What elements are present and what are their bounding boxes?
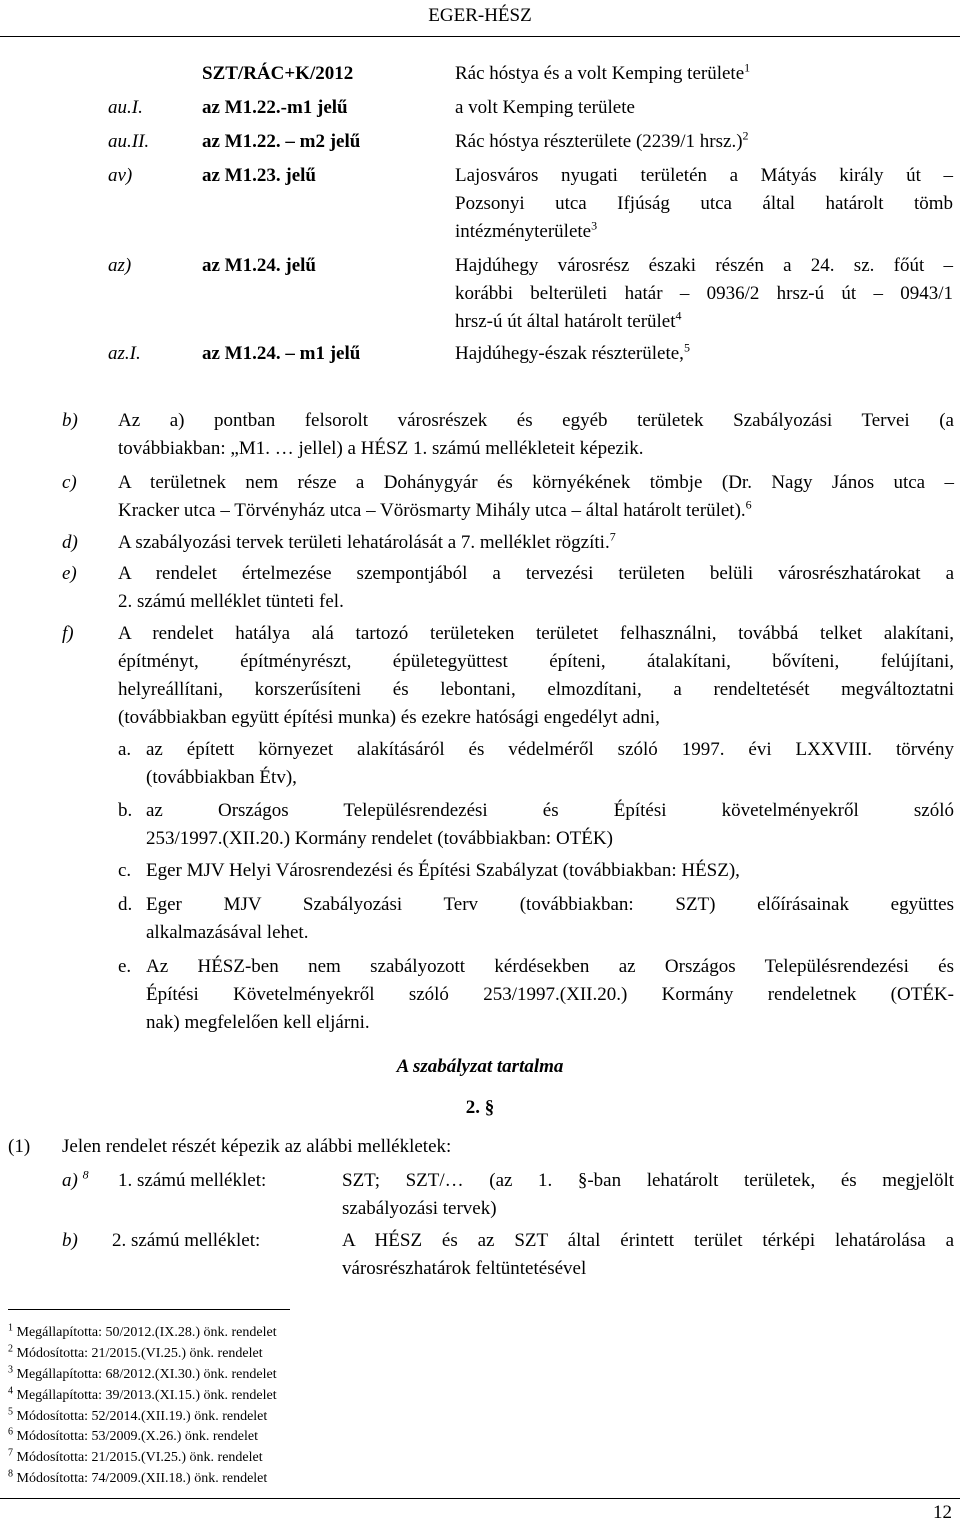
footnote: $^5$ Módosította: 52/2014.(XII.19.) önk. rendelet	[8, 1406, 268, 1424]
running-header: EGER-HÉSZ	[428, 5, 532, 26]
header-rule	[0, 36, 960, 37]
paragraph-f-cont: építményt, építményrészt, épületegyüttest építeni, átalakítani, bővíteni, felújítani, helyreállítani, korszerűsíteni és lebontani, elmozdítani, a rendeltetését megváltoztatni (továbbiakban együtt építési munka) és ezekre hatósági engedélyt adni,	[118, 651, 954, 728]
zone-name: az M1.22.-m1 jelű	[202, 97, 348, 118]
zone-desc: Lajosváros nyugati területén a Mátyás király út – Pozsonyi utca Ifjúság utca által határolt tömb intézményterülete$^3$	[455, 165, 953, 242]
zone-code: az.I.	[108, 343, 141, 364]
footnote-ref: 2	[742, 128, 749, 143]
footnote-ref: 5	[683, 340, 690, 355]
footnote: $^1$ Megállapította: 50/2012.(IX.28.) önk. rendelet	[8, 1322, 277, 1340]
annex-desc: A HÉSZ és az SZT által érintett terület térképi lehatárolása a városrészhatárok feltüntetésével	[342, 1230, 954, 1279]
paragraph-label: f)	[62, 623, 74, 644]
paragraph-label: d)	[62, 532, 78, 553]
zone-code: av)	[108, 165, 133, 186]
sublist-label: d.	[118, 894, 133, 915]
sublist-item: Az HÉSZ-ben nem szabályozott kérdésekben az Országos Településrendezési és Építési Követelményekről szóló 253/1997.(XII.20.) Kormány rendeletnek (OTÉK- nak) megfelelően kell eljárni.	[146, 956, 954, 1033]
paragraph-label: b)	[62, 410, 78, 431]
zone-code: au.I.	[108, 97, 143, 118]
zone-desc: Hajdúhegy-észak részterülete,$^5$	[455, 340, 690, 364]
zone-code: az)	[108, 255, 132, 276]
footnote-ref: 7	[609, 529, 616, 544]
footnote-rule	[8, 1309, 290, 1310]
sublist-item: Eger MJV Szabályozási Terv (továbbiakban: SZT) előírásainak együttes alkalmazásával lehet.	[146, 894, 954, 943]
footnote-ref: 1	[744, 60, 751, 75]
paragraph-b: Az a) pontban felsorolt városrészek és egyéb területek Szabályozási Tervei (a továbbiakban: „M1. … jellel) a HÉSZ 1. számú mellékleteit képezik.	[118, 410, 954, 459]
page-number: 12	[933, 1502, 952, 1523]
paragraph-e: A rendelet értelmezése szempontjából a tervezési területen belüli városrészhatárokat a 2. számú melléklet tünteti fel.	[118, 563, 954, 612]
paragraph-label: c)	[62, 472, 77, 493]
zone-name: az M1.22. – m2 jelű	[202, 131, 361, 152]
zone-name: az M1.23. jelű	[202, 165, 316, 186]
sublist-label: c.	[118, 860, 132, 881]
footnote: $^4$ Megállapította: 39/2013.(XI.15.) önk. rendelet	[8, 1385, 277, 1403]
sublist-label: a.	[118, 739, 132, 760]
sublist-item: az Országos Településrendezési és Építési követelményekről szóló 253/1997.(XII.20.) Kormány rendelet (továbbiakban: OTÉK)	[146, 800, 954, 849]
footnote-ref: 3	[591, 218, 598, 233]
zone-name: SZT/RÁC+K/2012	[202, 63, 354, 84]
paragraph-f: A rendelet hatálya alá tartozó területeken területet felhasználni, továbbá telket alakítani,	[118, 623, 954, 644]
footer-rule	[0, 1498, 960, 1499]
sublist-item: Eger MJV Helyi Városrendezési és Építési Szabályzat (továbbiakban: HÉSZ),	[146, 860, 740, 881]
section-title: A szabályzat tartalma	[396, 1056, 564, 1077]
zone-desc: Hajdúhegy városrész északi részén a 24. sz. főút – korábbi belterületi határ – 0936/2 hrsz-ú út – 0943/1 hrsz-ú út által határolt terület$^4$	[455, 255, 953, 332]
footnote: $^2$ Módosította: 21/2015.(VI.25.) önk. rendelet	[8, 1343, 263, 1361]
annex-label: a) $^8$	[62, 1167, 89, 1191]
sublist-label: e.	[118, 956, 132, 977]
annex-desc: SZT; SZT/… (az 1. §-ban lehatárolt területek, és megjelölt szabályozási tervek)	[342, 1170, 954, 1219]
zone-desc: Rác hóstya és a volt Kemping területe$^1$	[455, 60, 751, 84]
zone-desc: Rác hóstya részterülete (2239/1 hrsz.)$^2$	[455, 128, 749, 152]
zone-name: az M1.24. jelű	[202, 255, 316, 276]
footnote: $^6$ Módosította: 53/2009.(X.26.) önk. rendelet	[8, 1426, 258, 1444]
footnote-ref: 6	[745, 497, 752, 512]
paragraph-d: A szabályozási tervek területi lehatárolását a 7. melléklet rögzíti.$^7$	[118, 529, 616, 553]
zone-code: au.II.	[108, 131, 150, 152]
footnote: $^8$ Módosította: 74/2009.(XII.18.) önk. rendelet	[8, 1468, 268, 1486]
paragraph-label: e)	[62, 563, 77, 584]
section-number: 2. §	[465, 1097, 495, 1118]
zone-desc: a volt Kemping területe	[455, 97, 635, 118]
sublist-label: b.	[118, 800, 133, 821]
footnote: $^3$ Megállapította: 68/2012.(XI.30.) önk. rendelet	[8, 1364, 277, 1382]
zone-name: az M1.24. – m1 jelű	[202, 343, 361, 364]
paragraph-c: A területnek nem része a Dohánygyár és környékének tömbje (Dr. Nagy János utca – Kracker utca – Törvényház utca – Vörösmarty Mihály utca – által határolt terület).$^6$	[118, 472, 954, 521]
annex-name: 2. számú melléklet:	[112, 1230, 261, 1251]
footnote-ref: 8	[82, 1167, 89, 1182]
footnote-ref: 4	[675, 308, 682, 323]
annex-intro-label: (1)	[8, 1136, 31, 1157]
annex-name: 1. számú melléklet:	[118, 1170, 267, 1191]
annex-intro: Jelen rendelet részét képezik az alábbi mellékletek:	[62, 1136, 452, 1157]
annex-label: b)	[62, 1230, 78, 1251]
footnote: $^7$ Módosította: 21/2015.(VI.25.) önk. rendelet	[8, 1447, 263, 1465]
sublist-item: az épített környezet alakításáról és védelméről szóló 1997. évi LXXVIII. törvény (továbbiakban Étv),	[146, 739, 954, 788]
